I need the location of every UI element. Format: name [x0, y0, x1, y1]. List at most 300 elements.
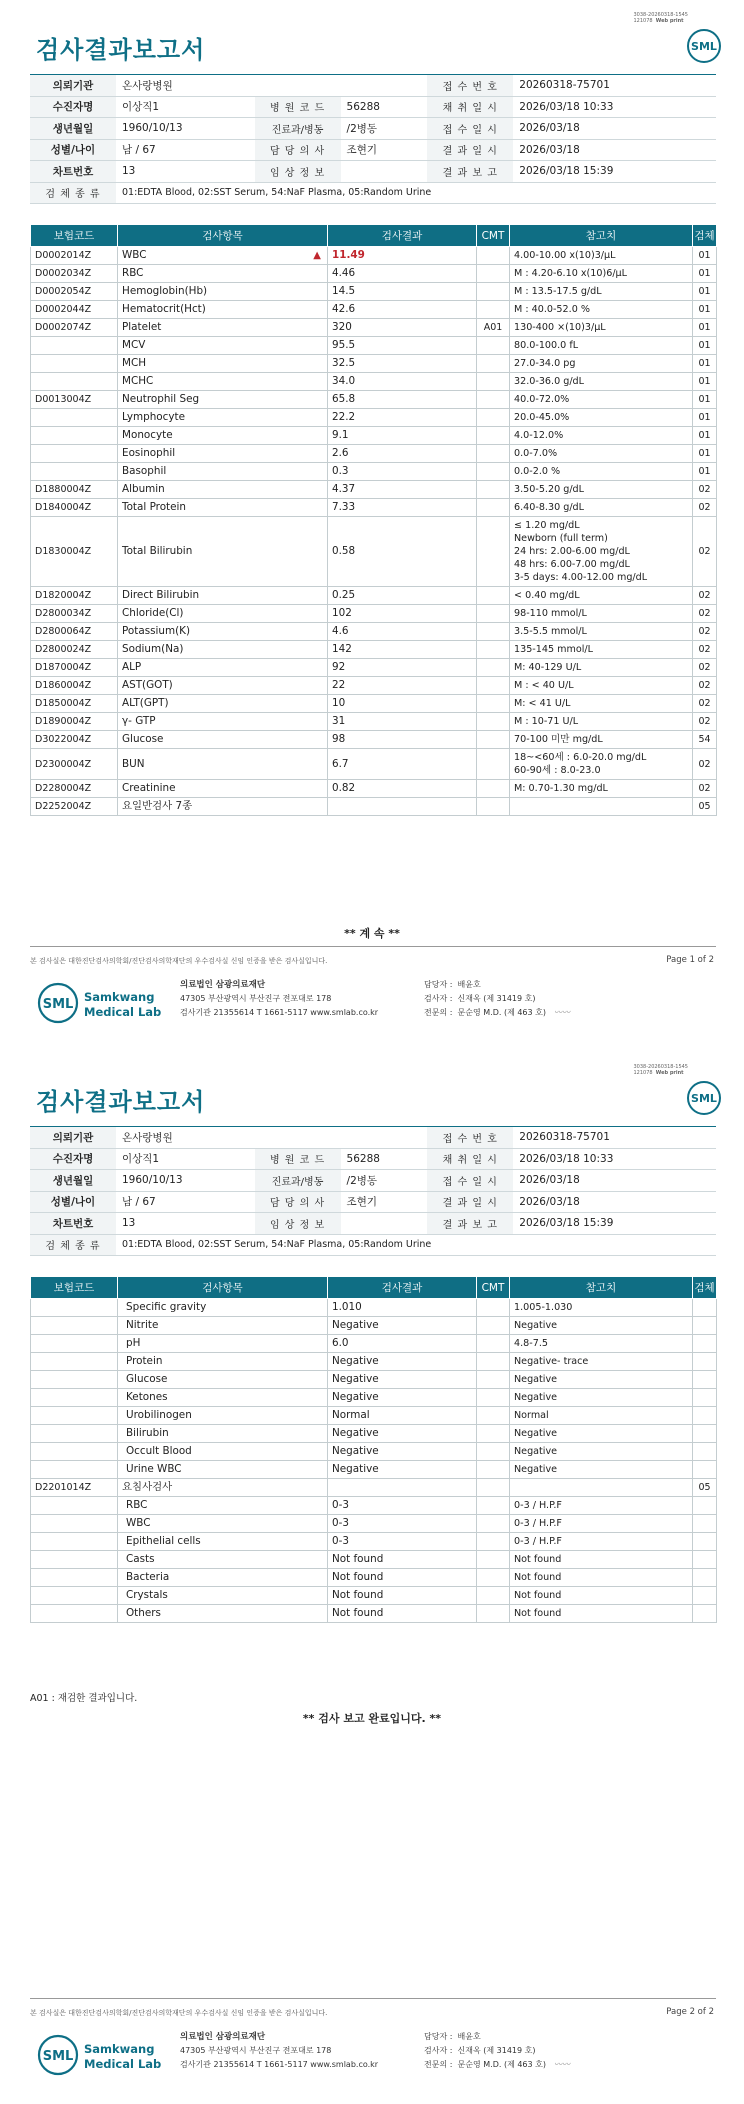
result-cell: Not found	[328, 1605, 477, 1623]
result-cell: Negative	[328, 1461, 477, 1479]
reference-cell: 135-145 mmol/L	[510, 641, 693, 659]
cmt-cell	[477, 337, 510, 355]
label-clinical: 임 상 정 보	[255, 161, 341, 183]
reference-cell: M : 13.5-17.5 g/dL	[510, 283, 693, 301]
specimen-cell: 05	[693, 1479, 717, 1497]
cmt-cell	[477, 283, 510, 301]
specimen-cell: 02	[693, 623, 717, 641]
continued-label: ** 계 속 **	[344, 927, 400, 940]
result-row	[31, 1371, 717, 1389]
hcode-value: 56288	[341, 96, 428, 118]
results-table-page-2	[30, 1276, 717, 1623]
test-item-cell: ALP	[118, 659, 328, 677]
col-result: 검사결과	[328, 1277, 477, 1299]
result-row	[31, 1497, 717, 1515]
page-number: Page 1 of 2	[666, 955, 714, 965]
dept-value: /2병동	[341, 118, 428, 140]
svg-text:SML: SML	[691, 40, 717, 53]
col-specimen: 검체	[693, 1277, 717, 1299]
result-row	[31, 337, 717, 355]
result-row	[31, 1443, 717, 1461]
collect-value: 2026/03/18 10:33	[513, 1148, 716, 1170]
specimen-cell: 01	[693, 391, 717, 409]
reference-cell: ≤ 1.20 mg/dL Newborn (full term) 24 hrs: 2.00-6.00 mg/dL 48 hrs: 6.00-7.00 mg/dL 3-5 days: 4.00-12.00 mg/dL	[510, 517, 693, 587]
result-cell: 0-3	[328, 1533, 477, 1551]
col-item: 검사항목	[118, 1277, 328, 1299]
label-recv-no: 접 수 번 호	[427, 1127, 513, 1149]
test-item-cell: Nitrite	[118, 1317, 328, 1335]
insurance-code-cell: D1880004Z	[31, 481, 118, 499]
reference-cell: 1.005-1.030	[510, 1299, 693, 1317]
result-cell: 1.010	[328, 1299, 477, 1317]
insurance-code-cell	[31, 1407, 118, 1425]
test-item-cell: Albumin	[118, 481, 328, 499]
cmt-cell	[477, 623, 510, 641]
dept-value: /2병동	[341, 1170, 428, 1192]
test-item-cell: BUN	[118, 749, 328, 780]
label-collect: 채 취 일 시	[427, 1148, 513, 1170]
insurance-code-cell	[31, 1605, 118, 1623]
label-report: 결 과 보 고	[427, 1213, 513, 1235]
col-code: 보험코드	[31, 225, 118, 247]
insurance-code-cell	[31, 1515, 118, 1533]
specimen-value: 01:EDTA Blood, 02:SST Serum, 54:NaF Plasma, 05:Random Urine	[116, 182, 716, 204]
specimen-cell: 01	[693, 247, 717, 265]
reference-cell: 40.0-72.0%	[510, 391, 693, 409]
specimen-cell: 01	[693, 463, 717, 481]
test-item-cell: Occult Blood	[118, 1443, 328, 1461]
label-birth: 생년월일	[30, 118, 116, 140]
label-recv-date: 접 수 일 시	[427, 118, 513, 140]
label-chart: 차트번호	[30, 161, 116, 183]
reference-cell: 0-3 / H.P.F	[510, 1497, 693, 1515]
result-row	[31, 427, 717, 445]
result-cell: 14.5	[328, 283, 477, 301]
label-recv-date: 접 수 일 시	[427, 1170, 513, 1192]
reference-cell: Negative	[510, 1443, 693, 1461]
cmt-cell	[477, 798, 510, 816]
specimen-cell: 01	[693, 283, 717, 301]
result-cell: 6.0	[328, 1335, 477, 1353]
label-dept: 진료과/병동	[255, 1170, 341, 1192]
reference-cell: 3.50-5.20 g/dL	[510, 481, 693, 499]
insurance-code-cell: D2800024Z	[31, 641, 118, 659]
test-item-cell: Monocyte	[118, 427, 328, 445]
result-row	[31, 749, 717, 780]
cmt-cell	[477, 1533, 510, 1551]
result-row	[31, 301, 717, 319]
reference-cell: 70-100 미만 mg/dL	[510, 731, 693, 749]
specimen-cell	[693, 1443, 717, 1461]
test-item-cell: Epithelial cells	[118, 1533, 328, 1551]
report-title: 검사결과보고서	[36, 36, 206, 64]
insurance-code-cell	[31, 337, 118, 355]
label-doctor: 담 당 의 사	[255, 1191, 341, 1213]
page-number: Page 2 of 2	[666, 2007, 714, 2017]
cmt-cell	[477, 1479, 510, 1497]
insurance-code-cell	[31, 1533, 118, 1551]
result-cell: Negative	[328, 1425, 477, 1443]
reference-cell: M : 40.0-52.0 %	[510, 301, 693, 319]
footer-institution: 의료법인 삼광의료재단 47305 부산광역시 부산진구 전포대로 178 검사기관 21355614 T 1661-5117 www.smlab.co.kr	[180, 980, 379, 1017]
cmt-cell	[477, 1425, 510, 1443]
insurance-code-cell: D1890004Z	[31, 713, 118, 731]
specimen-cell	[693, 1533, 717, 1551]
cmt-cell	[477, 731, 510, 749]
col-cmt: CMT	[477, 225, 510, 247]
cmt-cell	[477, 445, 510, 463]
result-row	[31, 1461, 717, 1479]
cmt-cell	[477, 1299, 510, 1317]
cmt-cell	[477, 780, 510, 798]
svg-text:SML: SML	[42, 2049, 74, 2064]
cmt-cell: A01	[477, 319, 510, 337]
reference-cell: 0-3 / H.P.F	[510, 1515, 693, 1533]
test-item-cell: Eosinophil	[118, 445, 328, 463]
reference-cell: Negative	[510, 1371, 693, 1389]
insurance-code-cell: D1850004Z	[31, 695, 118, 713]
insurance-code-cell	[31, 1461, 118, 1479]
print-stamp: 3038-20260318-1545 121078 Web print	[633, 1064, 688, 1076]
specimen-cell: 02	[693, 587, 717, 605]
insurance-code-cell: D2300004Z	[31, 749, 118, 780]
test-item-cell: MCV	[118, 337, 328, 355]
result-cell: 95.5	[328, 337, 477, 355]
reference-cell	[510, 1479, 693, 1497]
result-row	[31, 1587, 717, 1605]
signature-icon: 〰〰	[554, 2060, 571, 2069]
reference-cell: Negative	[510, 1317, 693, 1335]
insurance-code-cell	[31, 1425, 118, 1443]
reference-cell: 32.0-36.0 g/dL	[510, 373, 693, 391]
report-value: 2026/03/18 15:39	[513, 1213, 716, 1235]
insurance-code-cell	[31, 427, 118, 445]
specimen-cell: 02	[693, 605, 717, 623]
test-item-cell: Neutrophil Seg	[118, 391, 328, 409]
result-row	[31, 1479, 717, 1497]
specimen-cell	[693, 1425, 717, 1443]
cmt-cell	[477, 391, 510, 409]
result-cell: Negative	[328, 1371, 477, 1389]
specimen-cell: 02	[693, 659, 717, 677]
result-cell: 22.2	[328, 409, 477, 427]
footer-signatures: 담당자 : 배윤호 검사자 : 신재옥 (제 31419 호) 전문의 : 문순영 M.D. (제 463 호) 〰〰	[424, 980, 571, 1017]
label-name: 수진자명	[30, 96, 116, 118]
result-row	[31, 1353, 717, 1371]
insurance-code-cell	[31, 1497, 118, 1515]
label-hospital: 의뢰기관	[30, 75, 116, 97]
label-hospital: 의뢰기관	[30, 1127, 116, 1149]
test-item-cell: Ketones	[118, 1389, 328, 1407]
result-cell: 0.25	[328, 587, 477, 605]
cmt-cell	[477, 677, 510, 695]
specimen-cell: 02	[693, 481, 717, 499]
test-item-cell: pH	[118, 1335, 328, 1353]
result-row	[31, 1299, 717, 1317]
reference-cell: Normal	[510, 1407, 693, 1425]
cmt-cell	[477, 1389, 510, 1407]
doctor-value: 조현기	[341, 1191, 428, 1213]
result-row	[31, 605, 717, 623]
insurance-code-cell: D1820004Z	[31, 587, 118, 605]
result-cell: Not found	[328, 1569, 477, 1587]
test-item-cell: Total Bilirubin	[118, 517, 328, 587]
cmt-cell	[477, 517, 510, 587]
svg-text:SML: SML	[691, 1092, 717, 1105]
high-flag-icon: ▲	[313, 250, 321, 261]
cmt-cell	[477, 481, 510, 499]
label-hcode: 병 원 코 드	[255, 96, 341, 118]
collect-value: 2026/03/18 10:33	[513, 96, 716, 118]
test-item-cell: WBC	[118, 1515, 328, 1533]
name-value: 이상직1	[116, 1148, 255, 1170]
reference-cell: 80.0-100.0 fL	[510, 337, 693, 355]
report-page-2	[0, 1052, 744, 2104]
result-cell: 42.6	[328, 301, 477, 319]
footer-sml-logo	[36, 2032, 186, 2078]
result-row	[31, 373, 717, 391]
specimen-cell	[693, 1497, 717, 1515]
result-row	[31, 1551, 717, 1569]
reference-cell: 4.0-12.0%	[510, 427, 693, 445]
specimen-cell	[693, 1317, 717, 1335]
result-row	[31, 499, 717, 517]
insurance-code-cell	[31, 463, 118, 481]
specimen-cell: 01	[693, 265, 717, 283]
result-row	[31, 445, 717, 463]
chart-value: 13	[116, 161, 255, 183]
cmt-cell	[477, 1461, 510, 1479]
label-clinical: 임 상 정 보	[255, 1213, 341, 1235]
insurance-code-cell: D1840004Z	[31, 499, 118, 517]
cmt-cell	[477, 1371, 510, 1389]
insurance-code-cell	[31, 1443, 118, 1461]
reference-cell: 98-110 mmol/L	[510, 605, 693, 623]
test-item-cell: Platelet	[118, 319, 328, 337]
test-item-cell: Others	[118, 1605, 328, 1623]
doctor-value: 조현기	[341, 139, 428, 161]
cmt-cell	[477, 659, 510, 677]
sml-logo	[686, 28, 722, 64]
result-cell: 4.37	[328, 481, 477, 499]
specimen-cell	[693, 1551, 717, 1569]
certification-text: 본 검사실은 대한진단검사의학회/진단검사의학재단의 우수검사실 신임 인증을 받은 검사실입니다.	[30, 2009, 328, 2017]
result-cell: Negative	[328, 1353, 477, 1371]
test-item-cell: MCHC	[118, 373, 328, 391]
test-item-cell: Protein	[118, 1353, 328, 1371]
specimen-cell	[693, 1515, 717, 1533]
specimen-cell	[693, 1461, 717, 1479]
result-row	[31, 319, 717, 337]
specimen-cell: 01	[693, 373, 717, 391]
test-item-cell: Creatinine	[118, 780, 328, 798]
insurance-code-cell	[31, 1353, 118, 1371]
result-cell: 0.58	[328, 517, 477, 587]
col-code: 보험코드	[31, 1277, 118, 1299]
result-row	[31, 713, 717, 731]
test-item-cell: Specific gravity	[118, 1299, 328, 1317]
result-row	[31, 695, 717, 713]
result-row	[31, 481, 717, 499]
result-row	[31, 1605, 717, 1623]
reference-cell: 0-3 / H.P.F	[510, 1533, 693, 1551]
reference-cell	[510, 798, 693, 816]
footer-divider	[30, 946, 716, 947]
cmt-cell	[477, 605, 510, 623]
cmt-cell	[477, 713, 510, 731]
reference-cell: Not found	[510, 1551, 693, 1569]
cmt-cell	[477, 1335, 510, 1353]
insurance-code-cell: D1830004Z	[31, 517, 118, 587]
cmt-cell	[477, 1407, 510, 1425]
insurance-code-cell	[31, 1587, 118, 1605]
cmt-cell	[477, 1551, 510, 1569]
result-cell: 102	[328, 605, 477, 623]
test-item-cell: Basophil	[118, 463, 328, 481]
a01-note: A01 : 재검한 결과입니다.	[30, 1693, 138, 1704]
col-ref: 참고치	[510, 225, 693, 247]
reference-cell: M : < 40 U/L	[510, 677, 693, 695]
result-row	[31, 641, 717, 659]
col-ref: 참고치	[510, 1277, 693, 1299]
reference-cell: 0.0-2.0 %	[510, 463, 693, 481]
specimen-cell	[693, 1389, 717, 1407]
result-cell: Negative	[328, 1389, 477, 1407]
specimen-cell: 54	[693, 731, 717, 749]
result-cell: 31	[328, 713, 477, 731]
specimen-cell: 01	[693, 445, 717, 463]
result-cell: 0-3	[328, 1515, 477, 1533]
result-cell: 22	[328, 677, 477, 695]
label-birth: 생년월일	[30, 1170, 116, 1192]
result-row	[31, 1335, 717, 1353]
specimen-cell: 02	[693, 677, 717, 695]
insurance-code-cell	[31, 1299, 118, 1317]
label-collect: 채 취 일 시	[427, 96, 513, 118]
specimen-cell: 02	[693, 695, 717, 713]
col-specimen: 검체	[693, 225, 717, 247]
svg-text:Medical Lab: Medical Lab	[84, 2057, 162, 2071]
svg-text:Samkwang: Samkwang	[84, 2042, 155, 2056]
cmt-cell	[477, 1515, 510, 1533]
result-row	[31, 265, 717, 283]
result-row	[31, 1407, 717, 1425]
test-item-cell: Hemoglobin(Hb)	[118, 283, 328, 301]
result-cell: 4.6	[328, 623, 477, 641]
reference-cell: Negative- trace	[510, 1353, 693, 1371]
sexage-value: 남 / 67	[116, 139, 255, 161]
reference-cell: 0.0-7.0%	[510, 445, 693, 463]
specimen-cell	[693, 1353, 717, 1371]
specimen-cell	[693, 1587, 717, 1605]
test-item-cell: Direct Bilirubin	[118, 587, 328, 605]
reference-cell: Not found	[510, 1569, 693, 1587]
test-item-cell: Crystals	[118, 1587, 328, 1605]
print-stamp: 3038-20260318-1545 121078 Web print	[633, 12, 688, 24]
test-item-cell: Total Protein	[118, 499, 328, 517]
reference-cell: Not found	[510, 1605, 693, 1623]
insurance-code-cell: D2201014Z	[31, 1479, 118, 1497]
test-item-cell: AST(GOT)	[118, 677, 328, 695]
reference-cell: < 0.40 mg/dL	[510, 587, 693, 605]
reference-cell: M : 4.20-6.10 x(10)6/μL	[510, 265, 693, 283]
result-row	[31, 1533, 717, 1551]
test-item-cell: RBC	[118, 265, 328, 283]
result-cell: 142	[328, 641, 477, 659]
test-item-cell: Glucose	[118, 1371, 328, 1389]
specimen-cell: 01	[693, 319, 717, 337]
result-row	[31, 1317, 717, 1335]
result-row	[31, 1515, 717, 1533]
result-cell	[328, 1479, 477, 1497]
cmt-cell	[477, 1443, 510, 1461]
result-date-value: 2026/03/18	[513, 1191, 716, 1213]
test-item-cell: Hematocrit(Hct)	[118, 301, 328, 319]
result-cell: 10	[328, 695, 477, 713]
reference-cell: 20.0-45.0%	[510, 409, 693, 427]
cmt-cell	[477, 695, 510, 713]
cmt-cell	[477, 749, 510, 780]
cmt-cell	[477, 587, 510, 605]
result-row	[31, 780, 717, 798]
insurance-code-cell: D0002074Z	[31, 319, 118, 337]
label-chart: 차트번호	[30, 1213, 116, 1235]
result-row	[31, 623, 717, 641]
cmt-cell	[477, 247, 510, 265]
insurance-code-cell	[31, 1551, 118, 1569]
reference-cell: 4.8-7.5	[510, 1335, 693, 1353]
specimen-cell: 02	[693, 641, 717, 659]
cmt-cell	[477, 463, 510, 481]
result-cell: Not found	[328, 1551, 477, 1569]
label-specimen: 검 체 종 류	[30, 1234, 116, 1256]
specimen-cell: 02	[693, 517, 717, 587]
recv-date-value: 2026/03/18	[513, 118, 716, 140]
result-cell: 98	[328, 731, 477, 749]
col-cmt: CMT	[477, 1277, 510, 1299]
report-title: 검사결과보고서	[36, 1088, 206, 1116]
label-result-date: 결 과 일 시	[427, 1191, 513, 1213]
result-cell: 11.49	[328, 247, 477, 265]
reference-cell: M : 10-71 U/L	[510, 713, 693, 731]
report-value: 2026/03/18 15:39	[513, 161, 716, 183]
result-cell: 0.3	[328, 463, 477, 481]
birth-value: 1960/10/13	[116, 118, 255, 140]
label-name: 수진자명	[30, 1148, 116, 1170]
result-cell: 9.1	[328, 427, 477, 445]
specimen-cell: 01	[693, 337, 717, 355]
report-complete-label: ** 검사 보고 완료입니다. **	[302, 1712, 442, 1725]
cmt-cell	[477, 1605, 510, 1623]
insurance-code-cell	[31, 1389, 118, 1407]
result-cell: 4.46	[328, 265, 477, 283]
result-cell: Not found	[328, 1587, 477, 1605]
name-value: 이상직1	[116, 96, 255, 118]
hcode-value: 56288	[341, 1148, 428, 1170]
reference-cell: Negative	[510, 1389, 693, 1407]
insurance-code-cell: D2252004Z	[31, 798, 118, 816]
label-dept: 진료과/병동	[255, 118, 341, 140]
result-cell: 34.0	[328, 373, 477, 391]
certification-text: 본 검사실은 대한진단검사의학회/진단검사의학재단의 우수검사실 신임 인증을 받은 검사실입니다.	[30, 957, 328, 965]
result-row	[31, 391, 717, 409]
result-cell: 2.6	[328, 445, 477, 463]
test-item-cell: Bacteria	[118, 1569, 328, 1587]
test-item-cell: Bilirubin	[118, 1425, 328, 1443]
reference-cell: 4.00-10.00 x(10)3/μL	[510, 247, 693, 265]
result-cell: 7.33	[328, 499, 477, 517]
chart-value: 13	[116, 1213, 255, 1235]
